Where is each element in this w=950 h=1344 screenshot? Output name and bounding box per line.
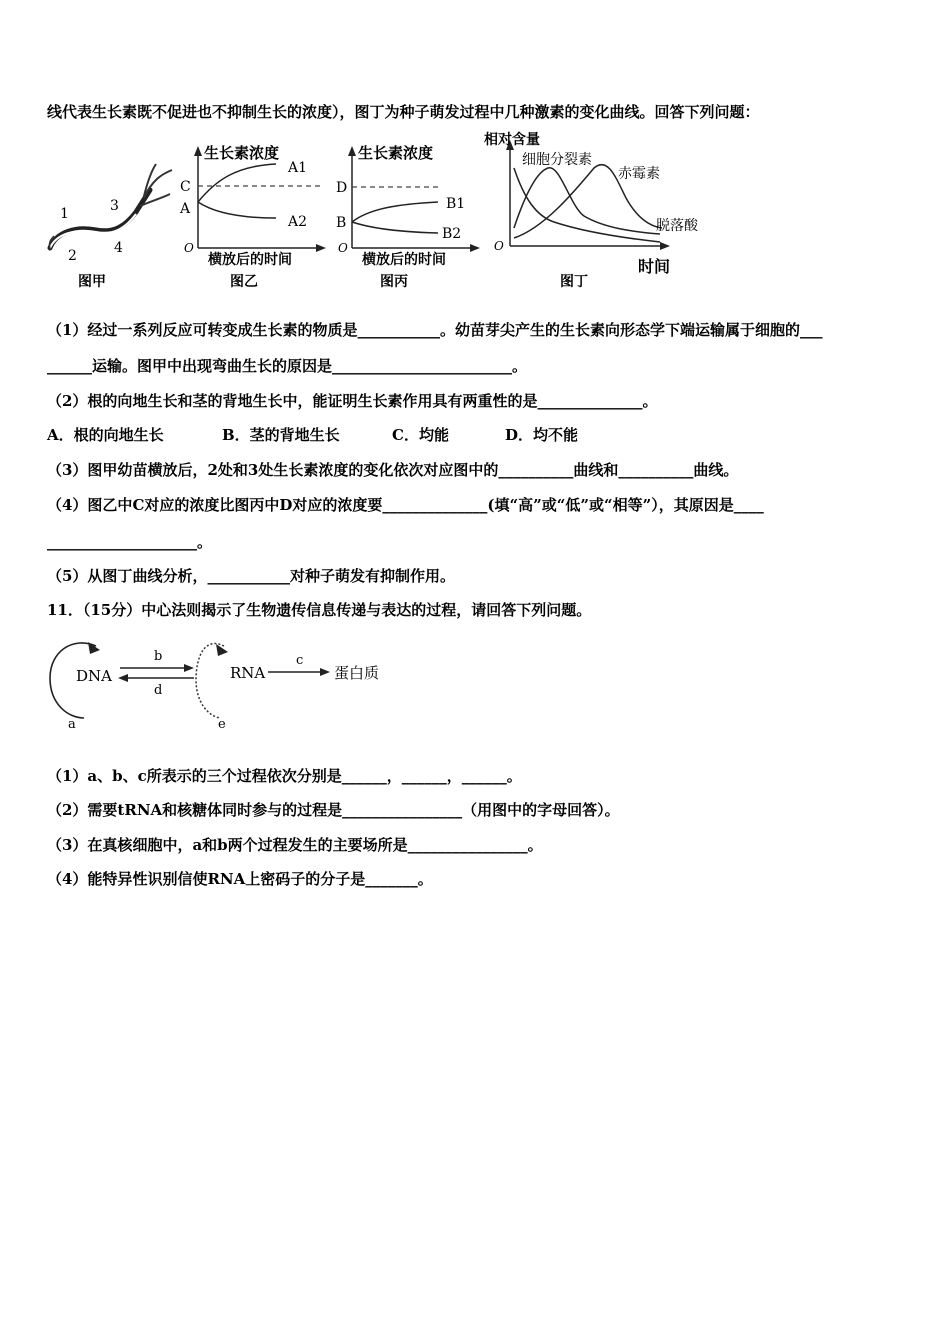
q10-part1-line2: ______运输。图甲中出现弯曲生长的原因是________________________。 (47, 357, 528, 375)
curve-a2-label: A2 (288, 214, 308, 230)
c-label: C (180, 179, 191, 195)
curve-a1-label: A1 (288, 160, 308, 176)
process-b-label: b (154, 649, 163, 664)
a-label: A (180, 201, 191, 217)
option-c: C．均能 (392, 426, 449, 444)
option-d: D．均不能 (505, 426, 579, 444)
dna-label: DNA (76, 667, 112, 685)
label-3: 3 (110, 198, 119, 214)
protein-label: 蛋白质 (334, 664, 380, 682)
bing-ylabel: 生长素浓度 (358, 144, 434, 162)
caption-ding: 图丁 (560, 274, 588, 290)
yi-origin: O (184, 241, 194, 255)
q10-part5: （5）从图丁曲线分析，___________对种子萌发有抑制作用。 (47, 567, 455, 585)
option-a: A．根的向地生长 (47, 426, 164, 444)
series-cytokinin-label: 细胞分裂素 (522, 152, 592, 168)
caption-bing: 图丙 (380, 274, 408, 290)
process-e-label: e (218, 717, 226, 732)
figure-ding (484, 128, 714, 298)
figure-yi (176, 140, 328, 298)
q10-part2: （2）根的向地生长和茎的背地生长中，能证明生长素作用具有两重性的是______________。 (47, 392, 658, 410)
intro-text: 线代表生长素既不促进也不抑制生长的浓度），图丁为种子萌发过程中几种激素的变化曲线。回答下列问题： (47, 103, 760, 121)
yi-xlabel: 横放后的时间 (208, 252, 292, 268)
q10-part4-line1: （4）图乙中C对应的浓度比图丙中D对应的浓度要______________(填“高”或“低”或“相等”），其原因是____ (47, 496, 764, 514)
series-abscisic-acid-label: 脱落酸 (656, 218, 698, 234)
caption-jia: 图甲 (78, 274, 106, 290)
ding-ylabel: 相对含量 (484, 132, 540, 148)
ding-origin: O (494, 239, 504, 253)
figure-bing (330, 140, 482, 298)
process-c-label: c (296, 653, 304, 668)
curve-b2-label: B2 (442, 226, 462, 242)
q11-part4: （4）能特异性识别信使RNA上密码子的分子是_______。 (47, 870, 433, 888)
d-label: D (336, 180, 348, 196)
process-a-label: a (68, 717, 76, 732)
q11-part2: （2）需要tRNA和核糖体同时参与的过程是________________（用图中的字母回答）。 (47, 801, 620, 819)
rna-label: RNA (230, 664, 266, 682)
process-d-label: d (154, 683, 163, 698)
series-gibberellin-label: 赤霉素 (618, 166, 660, 182)
central-dogma-diagram (44, 630, 404, 738)
q10-part4-line2: ____________________。 (47, 533, 213, 551)
q11-part1: （1）a、b、c所表示的三个过程依次分别是______，______，______。 (47, 767, 522, 785)
label-2: 2 (68, 248, 77, 264)
q11-heading: 11．（15分）中心法则揭示了生物遗传信息传递与表达的过程，请回答下列问题。 (47, 601, 592, 619)
curve-b1-label: B1 (446, 196, 466, 212)
yi-ylabel: 生长素浓度 (204, 144, 280, 162)
figure-jia (44, 160, 174, 295)
b-label: B (336, 215, 347, 231)
bing-origin: O (338, 241, 348, 255)
q10-part3: （3）图甲幼苗横放后，2处和3处生长素浓度的变化依次对应图中的__________曲线和__________曲线。 (47, 461, 739, 479)
bing-xlabel: 横放后的时间 (362, 252, 446, 268)
q10-part1-line1: （1）经过一系列反应可转变成生长素的物质是___________。幼苗芽尖产生的生长素向形态学下端运输属于细胞的___ (47, 321, 823, 339)
label-4: 4 (114, 240, 123, 256)
caption-yi: 图乙 (230, 274, 258, 290)
option-b: B．茎的背地生长 (222, 426, 340, 444)
label-1: 1 (60, 206, 69, 222)
ding-xlabel: 时间 (638, 257, 671, 276)
q11-part3: （3）在真核细胞中，a和b两个过程发生的主要场所是________________。 (47, 836, 543, 854)
